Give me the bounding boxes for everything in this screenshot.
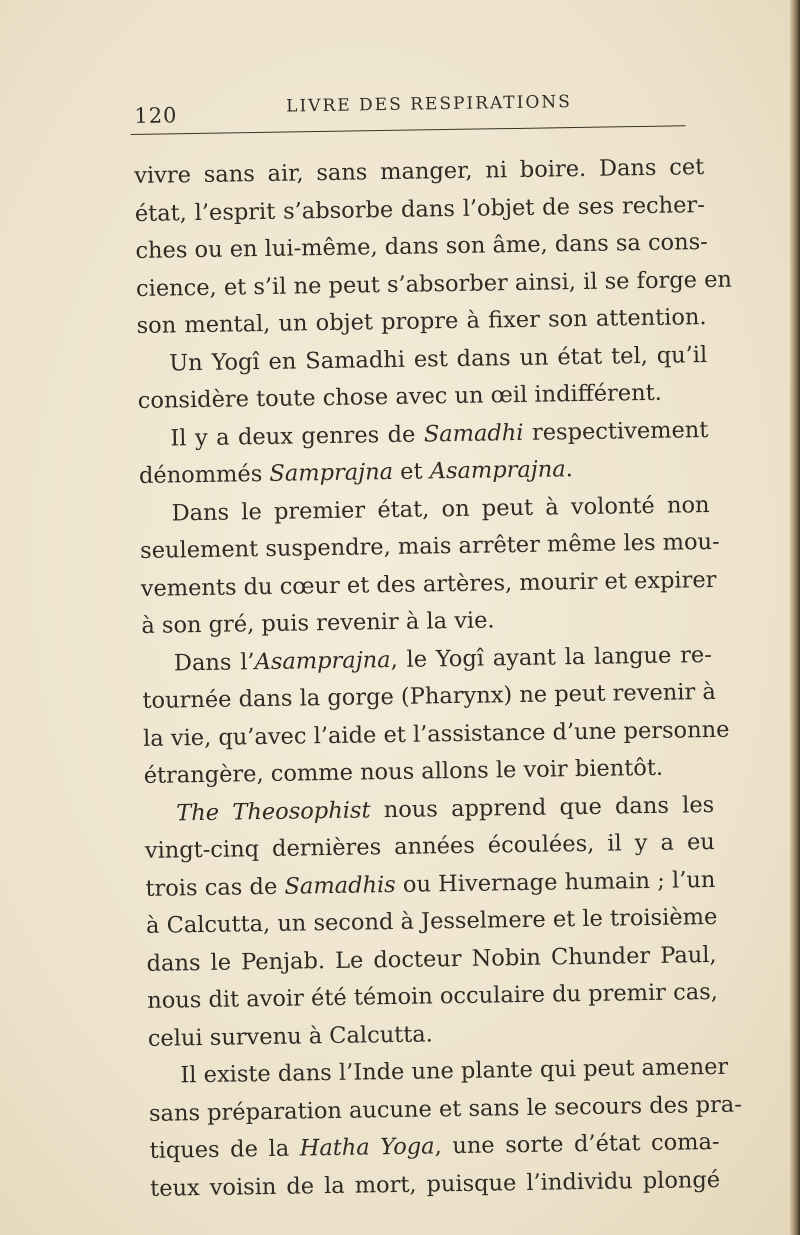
text-line: vements du cœur et des artères, mourir et expirer xyxy=(140,566,717,602)
text-line: teux voisin de la mort, puisque l’individu plongé xyxy=(149,1166,721,1202)
text-line: cience, et s’il ne peut s’absorber ainsi, il se forge en xyxy=(135,266,733,302)
text-line: la vie, qu’avec l’aide et l’assistance d’une personne xyxy=(142,716,730,752)
header-rule xyxy=(131,125,686,135)
text-line: dans le Penjab. Le docteur Nobin Chunder Paul, xyxy=(146,941,717,977)
text-line: tournée dans la gorge (Pharynx) ne peut revenir à xyxy=(142,678,716,714)
text-line: celui survenu à Calcutta. xyxy=(147,1020,434,1052)
page-number: 120 xyxy=(134,103,178,128)
text-line: à Calcutta, un second à Jesselmere et le troisième xyxy=(145,903,718,939)
page-edge-shadow xyxy=(790,0,800,1235)
text-line: Un Yogî en Samadhi est dans un état tel, qu’il xyxy=(169,341,708,376)
text-line: état, l’esprit s’absorbe dans l’objet de ses recher- xyxy=(134,191,706,227)
text-line: sans préparation aucune et sans le secours des pra- xyxy=(148,1091,743,1127)
text-line: nous dit avoir été témoin occulaire du premir cas, xyxy=(147,978,719,1014)
text-line: dénommés Samprajna et Asamprajna. xyxy=(138,456,574,489)
text-line: Il y a deux genres de Samadhi respectivement xyxy=(170,416,709,451)
text-line: The Theosophist nous apprend que dans les xyxy=(176,791,715,826)
text-line: considère toute chose avec un œil indifférent. xyxy=(137,379,662,414)
page-header xyxy=(130,85,690,128)
text-line: Il existe dans l’Inde une plante qui peut amener xyxy=(180,1053,729,1089)
text-line: son mental, un objet propre à fixer son attention. xyxy=(136,304,707,339)
text-line: étrangère, comme nous allons le voir bientôt. xyxy=(143,754,664,789)
text-line: Dans le premier état, on peut à volonté non xyxy=(171,491,710,526)
text-line: tiques de la Hatha Yoga, une sorte d’état coma- xyxy=(149,1128,720,1164)
text-line: seulement suspendre, mais arrêter même les mou- xyxy=(139,528,720,564)
text-line: vingt-cinq dernières années écoulées, il y a eu xyxy=(144,828,716,864)
text-line: Dans l’Asamprajna, le Yogî ayant la langue re- xyxy=(173,641,713,676)
text-line: à son gré, puis revenir à la vie. xyxy=(141,607,495,639)
text-body xyxy=(134,149,743,1208)
text-line: ches ou en lui-même, dans son âme, dans sa cons- xyxy=(135,228,708,264)
text-line: vivre sans air, sans manger, ni boire. Dans cet xyxy=(134,154,705,189)
text-line: trois cas de Samadhis ou Hivernage humain ; l’un xyxy=(145,866,716,902)
running-title: LIVRE DES RESPIRATIONS xyxy=(286,92,572,117)
